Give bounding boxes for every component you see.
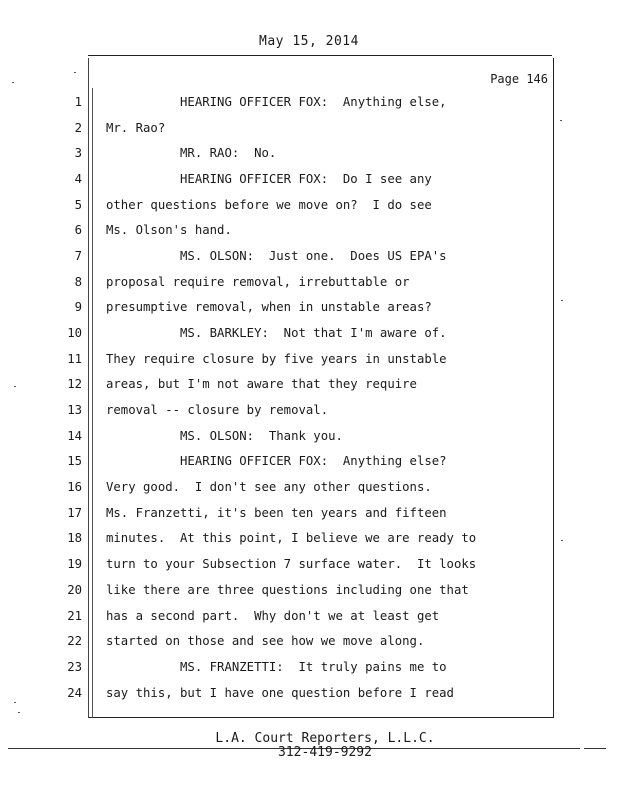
line-number: 3 — [74, 146, 82, 160]
line-text: has a second part. Why don't we at least get — [106, 609, 440, 623]
transcript-line — [0, 377, 618, 397]
transcript-line — [0, 146, 618, 166]
line-number: 7 — [74, 249, 82, 263]
line-number: 16 — [67, 480, 82, 494]
line-number: 2 — [74, 121, 82, 135]
line-number: 6 — [74, 223, 82, 237]
line-text: areas, but I'm not aware that they require — [106, 377, 417, 391]
line-text: started on those and see how we move along. — [106, 634, 425, 648]
transcript-line — [0, 506, 618, 526]
line-text: MS. BARKLEY: Not that I'm aware of. — [106, 326, 447, 340]
footer-company: L.A. Court Reporters, L.L.C. — [215, 731, 435, 746]
line-number: 1 — [74, 95, 82, 109]
transcript-line — [0, 403, 618, 423]
transcript-line — [0, 326, 618, 346]
line-number: 12 — [67, 377, 82, 391]
line-text: minutes. At this point, I believe we are ready to — [106, 531, 477, 545]
transcript-line — [0, 275, 618, 295]
line-text: MS. OLSON: Thank you. — [106, 429, 343, 443]
line-text: Ms. Olson's hand. — [106, 223, 232, 237]
line-text: Ms. Franzetti, it's been ten years and fifteen — [106, 506, 447, 520]
transcript-line — [0, 249, 618, 269]
transcript-line — [0, 172, 618, 192]
transcript-line — [0, 95, 618, 115]
line-text: HEARING OFFICER FOX: Anything else, — [106, 95, 447, 109]
transcript-line — [0, 454, 618, 474]
page-number: Page 146 — [490, 72, 548, 86]
line-text: removal -- closure by removal. — [106, 403, 329, 417]
transcript-line — [0, 300, 618, 320]
line-number: 11 — [67, 352, 82, 366]
line-number: 13 — [67, 403, 82, 417]
line-number: 15 — [67, 454, 82, 468]
line-number: 19 — [67, 557, 82, 571]
line-text: MR. RAO: No. — [106, 146, 277, 160]
line-text: other questions before we move on? I do see — [106, 198, 432, 212]
line-number: 14 — [67, 429, 82, 443]
line-number: 17 — [67, 506, 82, 520]
transcript-line — [0, 609, 618, 629]
transcript-line — [0, 223, 618, 243]
line-number: 5 — [74, 198, 82, 212]
line-text: proposal require removal, irrebuttable or — [106, 275, 410, 289]
transcript-line — [0, 480, 618, 500]
transcript-line — [0, 352, 618, 372]
line-text: say this, but I have one question before I read — [106, 686, 454, 700]
line-text: presumptive removal, when in unstable areas? — [106, 300, 432, 314]
transcript-line — [0, 429, 618, 449]
line-number: 4 — [74, 172, 82, 186]
line-number: 21 — [67, 609, 82, 623]
line-number: 18 — [67, 531, 82, 545]
footer-phone: 312-419-9292 — [278, 745, 372, 760]
line-text: Very good. I don't see any other questions. — [106, 480, 432, 494]
transcript-line — [0, 583, 618, 603]
transcript-line — [0, 660, 618, 680]
line-number: 10 — [67, 326, 82, 340]
transcript-line — [0, 634, 618, 654]
line-text: HEARING OFFICER FOX: Do I see any — [106, 172, 432, 186]
line-number: 20 — [67, 583, 82, 597]
line-text: Mr. Rao? — [106, 121, 166, 135]
line-number: 8 — [74, 275, 82, 289]
date-header: May 15, 2014 — [259, 34, 359, 49]
transcript-line — [0, 121, 618, 141]
transcript-line — [0, 198, 618, 218]
line-text: HEARING OFFICER FOX: Anything else? — [106, 454, 447, 468]
line-text: MS. FRANZETTI: It truly pains me to — [106, 660, 447, 674]
line-text: They require closure by five years in unstable — [106, 352, 447, 366]
line-text: turn to your Subsection 7 surface water. It looks — [106, 557, 477, 571]
line-number: 22 — [67, 634, 82, 648]
transcript-line — [0, 531, 618, 551]
transcript-line — [0, 557, 618, 577]
line-text: MS. OLSON: Just one. Does US EPA's — [106, 249, 447, 263]
transcript-line — [0, 686, 618, 706]
line-number: 9 — [74, 300, 82, 314]
line-text: like there are three questions including one that — [106, 583, 469, 597]
line-number: 23 — [67, 660, 82, 674]
line-number: 24 — [67, 686, 82, 700]
